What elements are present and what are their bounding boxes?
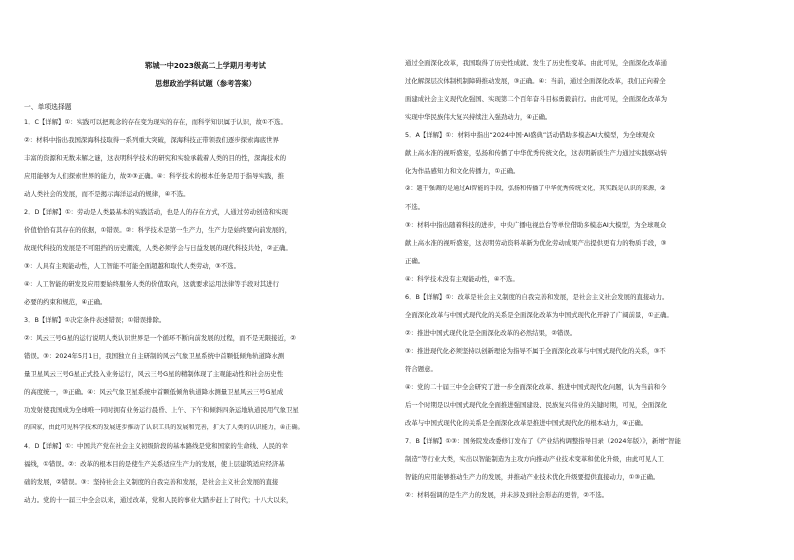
text-line: ②：材料强调的是生产力的发展，并未涉及到社会形态的更替，②不选。 [405, 491, 609, 499]
text-line: ②：题干强调的是通过AI智能的手段，弘扬和传播了中华优秀传统文化，其实践是认识的来源，② [405, 185, 666, 192]
text-line: 动力。党的十一届三中全会以来，通过改革，党和人民的事业大踏步赶上了时代；十八大以来， [24, 496, 293, 504]
text-line: 故现代科技的发展是不可阻挡的历史潮流，人类必须学会与日益发展的现代科技共处，②正确。 [24, 244, 292, 252]
text-line: ④：科学技术没有主观能动性，④不选。 [405, 275, 519, 283]
text-line: 的国家，由此可见科学技术的发展进步推动了认识工具的发展和完善，扩大了人类的认识能力，④正确。 [24, 424, 304, 431]
text-line: ③：材料中指出随着科技的进步，中央广播电视总台等单位借助多模态AI大模型，为全球观众 [405, 221, 667, 229]
text-line: 应用能够为人们探索世界的能力，故②③正确。④：科学技术的根本任务是用于指导实践，推 [24, 172, 285, 180]
text-line: 6．B【详解】①：改革是社会主义制度的自我完善和发展，是社会主义社会发展的直接动力。 [405, 293, 669, 301]
text-line: 全面深化改革与中国式现代化的关系是全面深化改革为中国式现代化开辟了广阔前景，①正确。 [405, 311, 673, 319]
text-line: 符合题意。 [405, 365, 437, 373]
text-line: 制造”等行业大类，实出以智能制造为主攻方向推动产业技术变革和优化升级，由此可见人工 [405, 455, 664, 463]
text-line: 改革与中国式现代化的关系是全面深化改革是推进中国式现代化的根本动力，④正确。 [405, 419, 648, 427]
text-line: 7．B【详解】①③：国务院发改委修订发布了《产业结构调整指导目录（2024年版）》，新增“智能 [405, 437, 681, 445]
text-line: 3．B【详解】①决定条件表述错误；①错误排除。 [24, 316, 166, 324]
text-line: ②：推进中国式现代化是全面深化改革的必然结果，②错误。 [405, 329, 577, 337]
text-line: 献上高水准的视听盛宴，弘扬和传播了中华优秀传统文化，这表明新质生产力通过实践驱动转 [405, 149, 668, 157]
text-line: 错误。③：2024年5月1日，我国独立自主研制的风云气象卫星系统中首颗低倾角轨道降水测 [24, 352, 285, 360]
text-line: 动人类社会的发展，而不是揭示海洋运动的规律，④不选。 [24, 190, 190, 198]
text-line: 不选。 [405, 203, 425, 211]
text-line: 福线，①错误。②：改革的根本目的是使生产关系适应生产力的发展，使上层建筑适应经济基 [24, 460, 285, 468]
text-line: 础的发展，②错误。③：坚持社会主义制度的自我完善和发展，是社会主义社会发展的直接 [24, 478, 279, 486]
text-line: 通过全面深化改革，我国取得了历史性成就、发生了历史性变革。由此可见，全面深化改革通 [405, 59, 668, 67]
text-line: ③：推进现代化必须坚持以创新理论为指导不属于全面深化改革与中国式现代化的关系，③不 [405, 347, 666, 355]
section-heading: 一、单项选择题 [24, 103, 72, 111]
text-line: ④：党的二十届三中全会研究了进一步全面深化改革、推进中国式现代化问题，认为当前和今 [405, 383, 667, 391]
text-line: 实现中华民族伟大复兴持续注入强劲动力，④正确。 [405, 113, 552, 121]
text-line: 献上高水准的视听盛宴，这表明劳动资料革新为优化劳动成果产出提供更有力的物质手段，③ [405, 239, 667, 247]
text-line: ③：人具有主观能动性，人工智能不可能全面超越和取代人类劳动，③不选。 [24, 262, 240, 270]
text-line: 化为作品感知力和文化传播力，①正确。 [405, 167, 520, 175]
text-line: 丰富的资源和无数未解之谜，这表明科学技术的研究和实验承载着人类的目的性，深海技术的 [24, 154, 287, 162]
text-line: 4．D【详解】①：中国共产党在社会主义初级阶段的基本路线是党和国家的生命线、人民的幸 [24, 442, 288, 450]
text-line: 的高度统一，③正确。④：风云气象卫星系统中首颗低倾角轨道降水测量卫星风云三号G星成 [24, 388, 284, 396]
text-line: 必要的约束和规范，④正确。 [24, 298, 107, 306]
document-subtitle: 思想政治学科试题（参考答案） [155, 79, 256, 88]
text-line: 后一个时期是以中国式现代化全面推进强国建设、民族复兴伟业的关键时期，可见，全面深化 [405, 401, 668, 409]
text-line: 2．D【详解】①：劳动是人类最基本的实践活动，也是人的存在方式，人通过劳动创造和实现 [24, 208, 288, 216]
text-line: 智能的应用能够推动生产力的发展，并推动产业技术优化升级要提供直接动力，①③正确。 [405, 473, 660, 481]
text-line: 5．A【详解】①：材料中指出“2024中国·AI盛典”活动借助多模态AI大模型，为全球观众 [405, 131, 655, 139]
text-line: 正确。 [405, 257, 425, 265]
text-line: 面建成社会主义现代化强国、实现第二个百年奋斗目标勇毅前行。由此可见，全面深化改革为 [405, 95, 668, 103]
text-line: ④：人工智能的研发及应用要始终服务人类的价值取向，这就要求运用法律等手段对其进行 [24, 280, 279, 288]
text-line: 过化解深层次体制机制障碍推动发展，③正确。④：当前，通过全面深化改革，我们正向着全 [405, 77, 666, 85]
text-line: ②：材料中指出我国深海科技取得一系列重大突破，深海科技正带领我们逐步探索海底世界 [24, 136, 279, 144]
text-line: 功发射使我国成为全球唯一同时拥有业务运行晨昏、上午、下午和倾斜四条运地轨道民用气象卫星 [24, 406, 299, 414]
document-title: 郓城一中2023级高二上学期月考考试 [145, 61, 266, 70]
text-line: 1．C【详解】①：实践可以把观念的存在变为现实的存在，而科学知识属于认识，故①不选。 [24, 118, 287, 126]
text-line: 量卫星风云三号G星正式投入业务运行，风云三号G星的精制体现了主观能动性和社会历史性 [24, 370, 284, 378]
text-line: 价值恰恰有其存在的依据，①错误。②：科学技术是第一生产力，生产力是始终要向前发展的， [24, 226, 292, 234]
text-line: ②：风云三号G星的运行说明人类认识世界是一个循环不断向前发展的过程，而不是无限接近，② [24, 334, 297, 342]
